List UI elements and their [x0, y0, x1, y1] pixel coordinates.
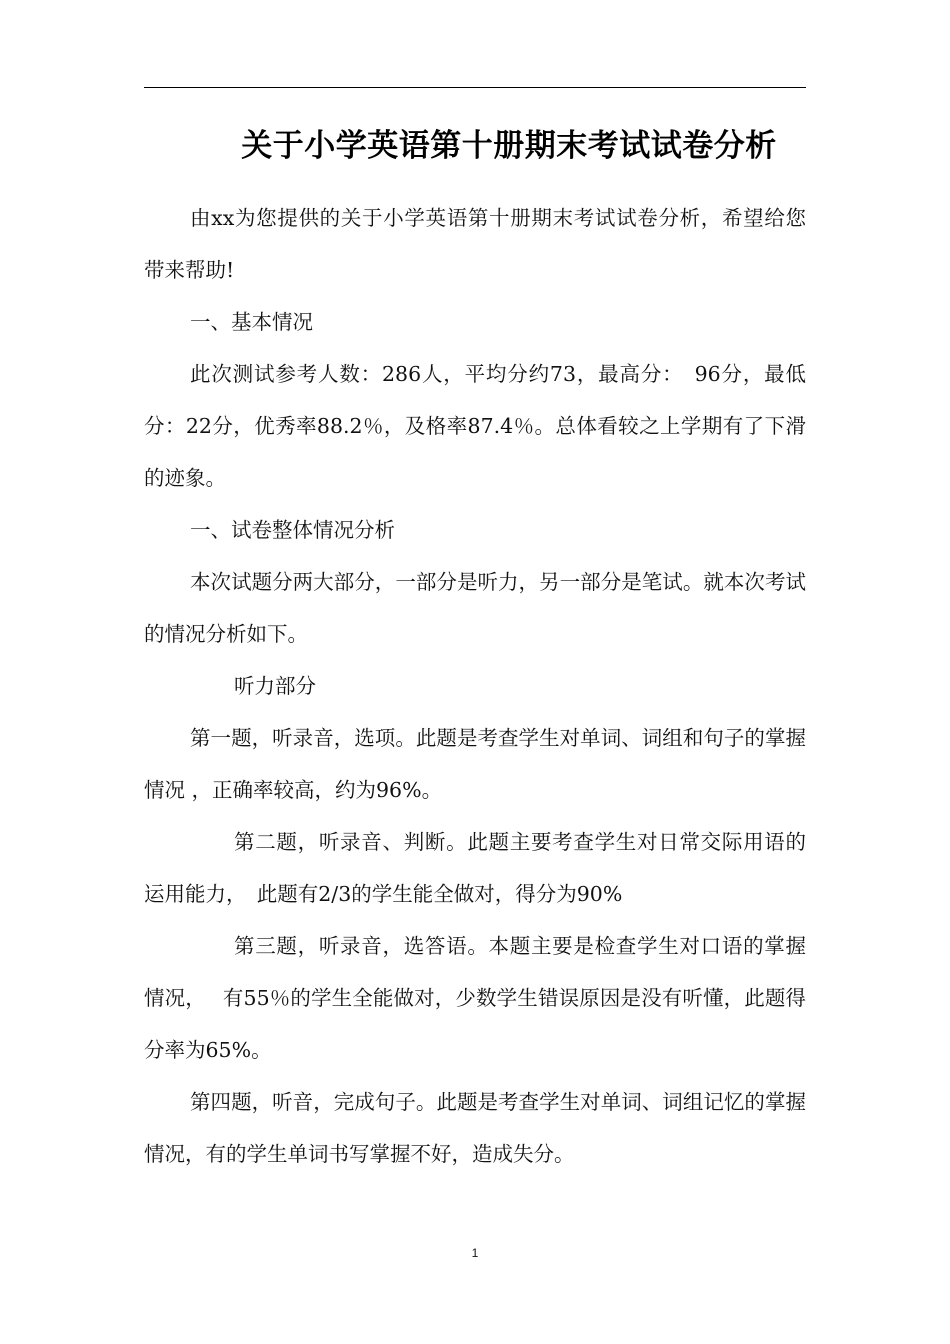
question-two-paragraph: 第二题，听录音、判断。此题主要考查学生对日常交际用语的运用能力， 此题有2/3的学生能全做对，得分为90% [144, 830, 806, 906]
question-three-paragraph: 第三题，听录音，选答语。本题主要是检查学生对口语的掌握情况， 有55％的学生全能做对，少数学生错误原因是没有听懂，此题得分率为65%。 [144, 934, 806, 1062]
section-heading-basic-info: 一、基本情况 [190, 310, 313, 334]
question-one-paragraph: 第一题，听录音，选项。此题是考查学生对单词、词组和句子的掌握情况 ，正确率较高，约为96%。 [144, 726, 806, 802]
document-title: 关于小学英语第十册期末考试试卷分析 [241, 128, 777, 164]
header-rule [144, 87, 806, 88]
page-number: 1 [471, 1246, 479, 1260]
document-body [144, 192, 806, 1180]
statistics-paragraph: 此次测试参考人数：286人，平均分约73，最高分： 96分，最低分：22分，优秀率88.2％，及格率87.4％。总体看较之上学期有了下滑的迹象。 [144, 362, 806, 490]
subsection-heading-listening: 听力部分 [234, 674, 316, 698]
section-heading-overall-analysis: 一、试卷整体情况分析 [190, 518, 395, 542]
question-four-paragraph: 第四题，听音，完成句子。此题是考查学生对单词、词组记忆的掌握情况，有的学生单词书写掌握不好，造成失分。 [144, 1090, 806, 1166]
overview-paragraph: 本次试题分两大部分，一部分是听力，另一部分是笔试。就本次考试的情况分析如下。 [144, 570, 806, 646]
intro-paragraph: 由xx为您提供的关于小学英语第十册期末考试试卷分析，希望给您带来帮助! [144, 206, 806, 282]
